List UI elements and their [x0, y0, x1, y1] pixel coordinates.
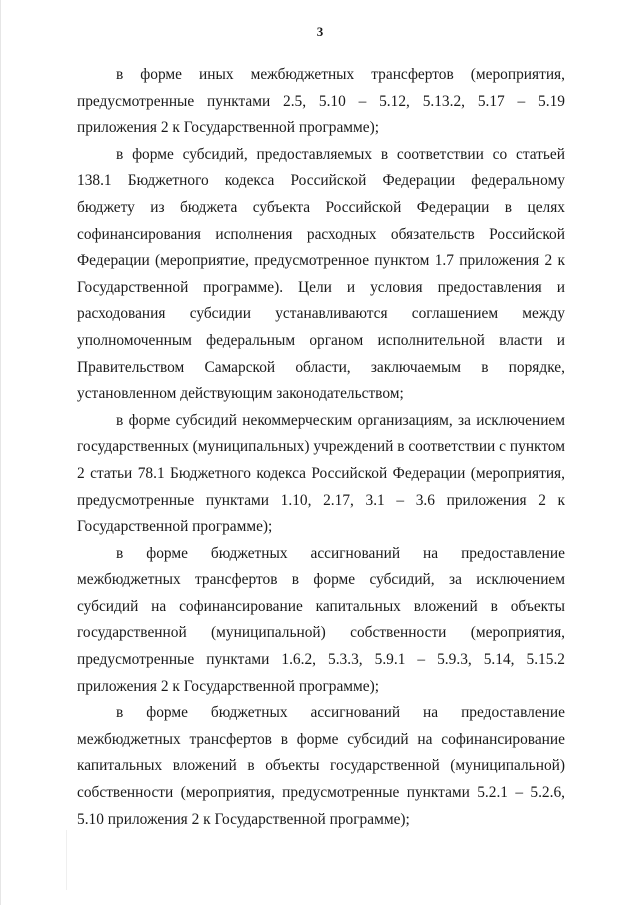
paragraph-nonprofit-subsidies: в форме субсидий некоммерческим организациям, за исключением государственных (муниципальных) учреждений в соответствии с пунктом 2 статьи 78.1 Бюджетного кодекса Российской Федерации (мероприятия, предусмотренные пунктами 1.10, 2.17, 3.1 – 3.6 приложения 2 к Государственной программе);	[77, 411, 565, 536]
page-number: 3	[316, 24, 324, 39]
scan-artifact	[66, 830, 67, 890]
document-body	[77, 62, 565, 833]
paragraph-other-transfers: в форме иных межбюджетных трансфертов (мероприятия, предусмотренные пунктами 2.5, 5.10 – 5.12, 5.13.2, 5.17 – 5.19 приложения 2 к Государственной программе);	[77, 66, 565, 137]
page-edge-shadow	[0, 0, 1, 905]
paragraph-budget-allocations-subsidies: в форме бюджетных ассигнований на предоставление межбюджетных трансфертов в форме субсидий, за исключением субсидий на софинансирование капитальных вложений в объекты государственной (муниципальной) собственности (мероприятия, предусмотренные пунктами 1.6.2, 5.3.3, 5.9.1 – 5.9.3, 5.14, 5.15.2 приложения 2 к Государственной программе);	[77, 544, 565, 695]
paragraph-capital-investment-subsidies: в форме бюджетных ассигнований на предоставление межбюджетных трансфертов в форме субсидий на софинансирование капитальных вложений в объекты государственной (муниципальной) собственности (мероприятия, предусмотренные пунктами 5.2.1 – 5.2.6, 5.10 приложения 2 к Государственной программе);	[77, 704, 565, 828]
paragraph-federal-subsidies: в форме субсидий, предоставляемых в соответствии со статьей 138.1 Бюджетного кодекса Российской Федерации федеральному бюджету из бюджета субъекта Российской Федерации в целях софинансирования исполнения расходных обязательств Российской Федерации (мероприятие, предусмотренное пунктом 1.7 приложения 2 к Государственной программе). Цели и условия предоставления и расходования субсидии устанавливаются соглашением между уполномоченным федеральным органом исполнительной власти и Правительством Самарской области, заключаемым в порядке, установленном действующим законодательством;	[77, 145, 565, 403]
